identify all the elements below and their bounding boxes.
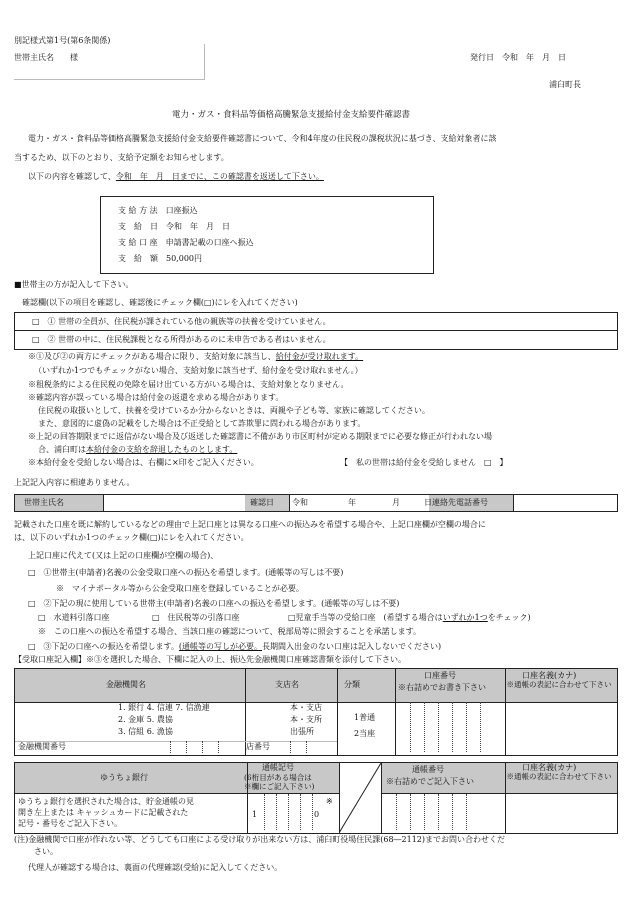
date-year[interactable]: 年 — [348, 498, 356, 507]
digit-divider — [466, 794, 467, 830]
account-change-p3: 上記口座に代えて(又は上記の口座欄が空欄の場合)、 — [28, 551, 219, 560]
payment-date: 支 給 日 令和 年 月 日 — [118, 222, 230, 231]
account-number-header: 口座番号 — [424, 671, 456, 680]
holder-header: 口座名義(カナ) — [522, 671, 577, 680]
account-change-p1: 記載された口座を既に解約しているなどの理由で上記口座とは異なる口座への振込みを希望する場合や、上記口座欄が空欄の場合に — [14, 520, 486, 529]
digit-divider — [218, 741, 219, 753]
digit-divider — [480, 702, 481, 752]
branch-types-2[interactable]: 本・支所 — [290, 715, 322, 724]
payment-account: 支 給 口 座 申請書記載の口座へ振込 — [118, 238, 254, 247]
householder-name-field[interactable] — [104, 496, 242, 509]
digit-divider — [452, 794, 453, 830]
bank-types-3[interactable]: 3. 信組 6. 漁協 — [118, 727, 173, 736]
householder-name-label: 世帯主氏名 — [24, 498, 64, 507]
postal-note-2: 開き左上または キャッシュカードに記載された — [18, 808, 189, 817]
digit-divider — [312, 794, 313, 830]
digit-divider — [290, 741, 291, 753]
option-3[interactable]: □ ③下記の口座への振込を希望します。(通帳等の写しが必要。長期間入出金のない口座は記入しないでください) — [28, 642, 442, 651]
digit-divider — [202, 741, 203, 753]
postal-symbol-note-2: ※欄にご記入下さい) — [244, 782, 315, 791]
householder-name: 世帯主氏名 様 — [14, 53, 78, 62]
footer-note-1: (注)金融機関で口座が作れない等、どうしても口座による受け取りが出来ない方は、浦臼町役場住民課(68―2112)までお問い合わせくだ — [14, 835, 506, 844]
confirm-line: 上記記入内容に相違ありません。 — [14, 478, 135, 487]
digit-divider — [424, 702, 425, 752]
check-item-1[interactable]: □ ① 世帯の全員が、住民税が課されている他の親族等の扶養を受けていません。 — [32, 317, 331, 326]
section-heading: ■世帯主の方が記入して下さい。 — [14, 280, 134, 289]
note-9: ※本給付金を受給しない場合は、右欄に×印をご記入ください。 — [28, 458, 259, 467]
phone-label: 連絡先電話番号 — [432, 498, 488, 507]
footer-note-3: 代理人が確認する場合は、裏面の代理確認(受給)に記入してください。 — [28, 863, 283, 872]
digit-divider — [438, 702, 439, 752]
digit-divider — [186, 741, 187, 753]
branch-types-1[interactable]: 本・支店 — [290, 703, 322, 712]
digit-divider — [170, 741, 171, 753]
digit-divider — [288, 794, 289, 830]
form-number: 別記様式第1号(第6条関係) — [14, 36, 111, 45]
postal-number-header: 通帳番号 — [412, 765, 444, 774]
note-1: ※①及び②の両方にチェックがある場合に限り、支給対象に該当し、給付金が受け取れます。 — [28, 352, 364, 361]
note-6: また、意図的に虚偽の記載をした場合は不正受給として詐欺罪に問われる場合があります。 — [38, 419, 366, 428]
bank-code-label: 金融機関番号 — [18, 742, 66, 751]
intro-line-2: 当するため、以下のとおり、支給予定額をお知らせします。 — [14, 153, 229, 162]
date-month[interactable]: 月 — [392, 498, 400, 507]
intro-line-1: 電力・ガス・食料品等価格高騰緊急支援給付金支給要件確認書について、令和4年度の住民税の課税状況に基づき、支給対象者に該 — [28, 134, 497, 143]
option-1-note: ※ マイナポータル等から公金受取口座を登録していることが必要。 — [56, 584, 304, 593]
option-2b[interactable]: □ 住民税等の引落口座 — [152, 613, 240, 622]
account-form-heading: 【受取口座記入欄】※③を選択した場合、下欄に記入の上、振込先金融機関口座確認書類を添付して下さい。 — [14, 655, 406, 664]
digit-divider — [410, 794, 411, 830]
account-change-p2: は、以下のいずれか1つのチェック欄(□)にレを入れてください。 — [14, 533, 249, 542]
digit-divider — [306, 741, 307, 753]
check-divider — [14, 330, 618, 331]
postal-note-1: ゆうちょ銀行を選択された場合は、貯金通帳の見 — [18, 797, 194, 806]
option-2[interactable]: □ ②下記の現に使用している世帯主(申請者)名義の口座への振込を希望します。(通帳等の写しは不要) — [28, 599, 400, 608]
note-3: ※租税条約による住民税の免除を届け出ている方がいる場合は、支給対象となりません。 — [28, 380, 349, 389]
footer-note-2: さい。 — [34, 847, 58, 856]
bank-types-2[interactable]: 2. 金庫 5. 農協 — [118, 715, 173, 724]
payment-amount: 支 給 額 50,000円 — [118, 254, 202, 263]
postal-holder-header: 口座名義(カナ) — [522, 763, 577, 772]
digit-divider — [264, 794, 265, 830]
document-title: 電力・ガス・食料品等価格高騰緊急支援給付金支給要件確認書 — [172, 110, 411, 120]
option-2a[interactable]: □ 水道料引落口座 — [38, 613, 110, 622]
note-7: ※上記の回答期限までに返信がない場合及び返送した確認書に不備があり市区町村が定める期限までに必要な修正が行われない場 — [28, 432, 492, 441]
check-item-2[interactable]: □ ② 世帯の中に、住民税課税となる所得があるのに未申告である者はいません。 — [32, 335, 331, 344]
digit-divider — [300, 794, 301, 830]
option-2c[interactable]: □児童手当等の受給口座 (希望する場合はいずれか1つをチェック) — [288, 613, 531, 622]
decline-checkbox[interactable]: 【 私の世帯は給付金を受給しません □ 】 — [340, 458, 508, 467]
issue-date: 発行日 令和 年 月 日 — [470, 53, 566, 62]
bank-name-header: 金融機関名 — [106, 680, 146, 689]
postal-note-3: 記号・番号をご記入下さい。 — [18, 819, 122, 828]
postal-symbol-first-digit: 1 — [252, 810, 258, 819]
postal-symbol-last-digit: 0 — [314, 810, 320, 819]
account-type-header: 分類 — [344, 680, 360, 689]
branch-types-3[interactable]: 出張所 — [290, 727, 314, 736]
note-5: 住民税の取扱いとして、扶養を受けているか分からないときは、両親や子ども等、家族に確認してください。 — [38, 406, 430, 415]
holder-note: ※通帳の表記に合わせて下さい — [506, 680, 612, 689]
postal-symbol-note-1: (6桁目がある場合は — [244, 773, 312, 782]
note-2: （いずれか1つでもチェックがない場合、支給対象に該当せず、給付金を受け取れません。） — [34, 366, 363, 375]
note-4: ※確認内容が誤っている場合は給付金の返還を求める場合があります。 — [28, 393, 284, 402]
branch-code-label: 店番号 — [246, 742, 270, 751]
branch-header: 支店名 — [275, 680, 299, 689]
digit-divider — [410, 702, 411, 752]
confirm-date-label: 確認日 — [250, 498, 274, 507]
date-day[interactable]: 日 — [424, 498, 432, 507]
digit-divider — [396, 794, 397, 830]
issuer: 浦臼町長 — [549, 80, 581, 89]
digit-divider — [452, 702, 453, 752]
date-era: 令和 — [292, 498, 308, 507]
postal-bank-header: ゆうちょ銀行 — [100, 773, 148, 782]
intro-line-3: 以下の内容を確認して、令和 年 月 日までに、この確認書を返送して下さい。 — [28, 172, 324, 181]
check-instruction: 確認欄(以下の項目を確認し、確認後にチェック欄(□)にレを入れてください) — [22, 298, 298, 307]
option-2-note: ※ この口座への振込を希望する場合、当該口座の確認について、税部局等に照会することを承諾します。 — [38, 627, 422, 636]
account-number-note: ※右詰めでお書き下さい — [398, 683, 486, 692]
account-type-1[interactable]: 1普通 — [354, 713, 376, 722]
postal-symbol-header: 通帳記号 — [262, 763, 294, 772]
option-1[interactable]: □ ①世帯主(申請者)名義の公金受取口座への振込を希望します。(通帳等の写しは不要) — [28, 568, 344, 577]
postal-number-note: ※右詰めでご記入下さい — [386, 777, 474, 786]
digit-divider — [276, 794, 277, 830]
payment-method: 支 給 方 法 口座振込 — [118, 206, 198, 215]
digit-divider — [466, 702, 467, 752]
header-divider — [204, 44, 205, 80]
digit-divider — [424, 794, 425, 830]
phone-field[interactable] — [514, 496, 614, 509]
bank-types-1[interactable]: 1. 銀行 4. 信連 7. 信漁連 — [118, 703, 210, 712]
postal-holder-note: ※通帳の表記に合わせて下さい — [506, 772, 612, 781]
digit-divider — [438, 794, 439, 830]
postal-star: ※ — [326, 797, 333, 806]
account-type-2[interactable]: 2当座 — [354, 729, 376, 738]
note-8: 合、浦臼町は本給付金の支給を辞退したものとします。 — [38, 445, 238, 454]
header-underline — [14, 79, 204, 80]
